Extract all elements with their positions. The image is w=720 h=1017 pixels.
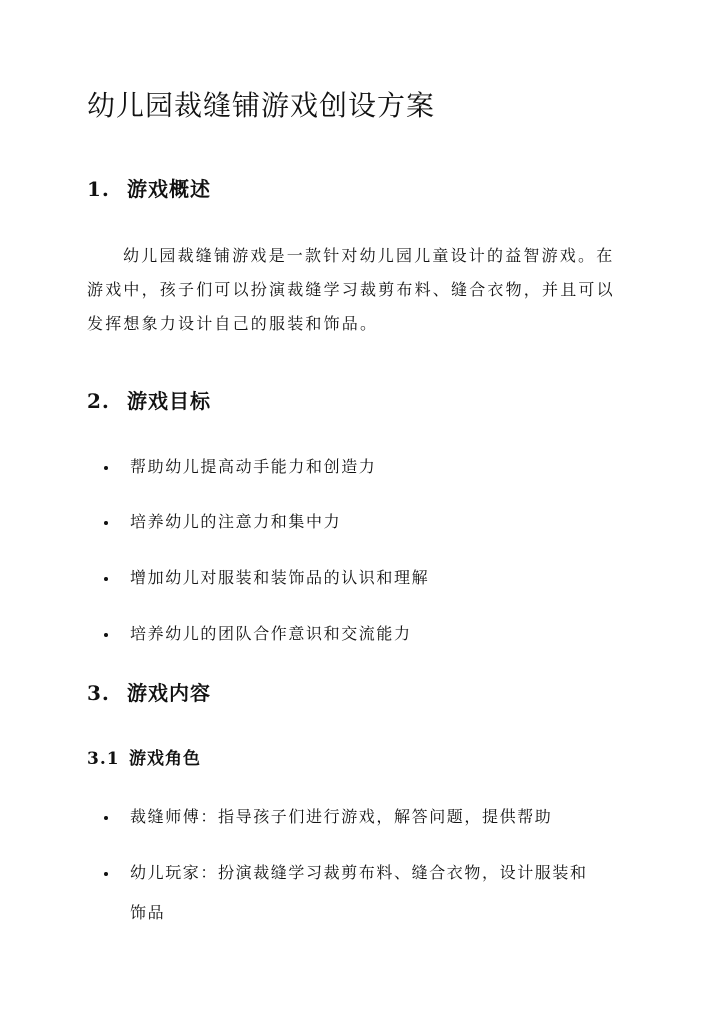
section-3-number: 3. (87, 681, 110, 705)
subsection-3-1-title: 游戏角色 (129, 749, 201, 769)
subsection-3-1-number: 3.1 (87, 749, 120, 769)
paragraph-line-1: 幼儿园裁缝铺游戏是一款针对幼儿园儿童设计的益智游戏。在 (123, 246, 615, 265)
section-1-number: 1. (87, 177, 110, 201)
section-1-heading (87, 175, 211, 203)
section-1-paragraph (87, 239, 633, 341)
bullet-dot-icon (104, 633, 108, 637)
list-item-text: 帮助幼儿提高动手能力和创造力 (130, 457, 377, 476)
list-item-text: 培养幼儿的团队合作意识和交流能力 (130, 624, 412, 643)
subsection-3-1-heading (87, 747, 201, 771)
section-3-heading (87, 679, 211, 707)
section-2-heading (87, 387, 211, 415)
list-item-line-2: 饰品 (130, 903, 166, 922)
list-item-text (130, 861, 588, 925)
list-item-text: 培养幼儿的注意力和集中力 (130, 512, 342, 531)
list-item-text: 增加幼儿对服装和装饰品的认识和理解 (130, 568, 430, 587)
section-2-title: 游戏目标 (127, 389, 211, 413)
list-item-line-1: 幼儿玩家：扮演裁缝学习裁剪布料、缝合衣物，设计服装和 (130, 863, 588, 882)
bullet-dot-icon (104, 577, 108, 581)
bullet-dot-icon (104, 816, 108, 820)
paragraph-line-2: 游戏中，孩子们可以扮演裁缝学习裁剪布料、缝合衣物，并且可以 (87, 280, 615, 299)
section-1-title: 游戏概述 (127, 177, 211, 201)
bullet-dot-icon (104, 466, 108, 470)
bullet-dot-icon (104, 872, 108, 876)
section-3-title: 游戏内容 (127, 681, 211, 705)
list-item-text: 裁缝师傅：指导孩子们进行游戏，解答问题，提供帮助 (130, 807, 553, 826)
paragraph-line-3: 发挥想象力设计自己的服装和饰品。 (87, 314, 379, 333)
section-2-number: 2. (87, 389, 110, 413)
bullet-dot-icon (104, 521, 108, 525)
document-title: 幼儿园裁缝铺游戏创设方案 (87, 89, 436, 122)
